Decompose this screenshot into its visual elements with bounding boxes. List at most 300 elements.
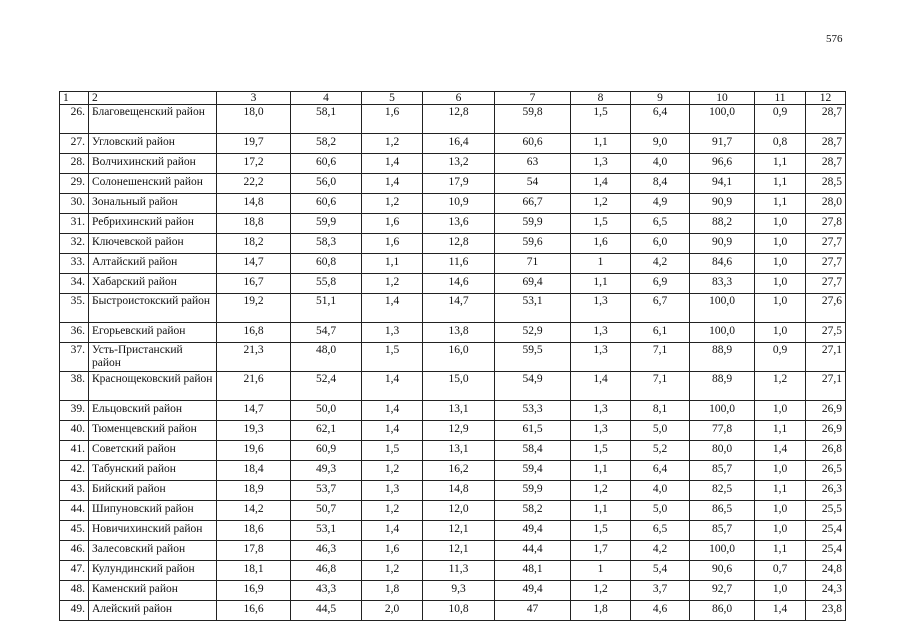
cell-col-9: 5,4 (631, 561, 690, 581)
cell-col-9: 5,2 (631, 441, 690, 461)
cell-col-8: 1,1 (571, 274, 631, 294)
cell-col-9: 6,1 (631, 323, 690, 343)
table-row (60, 581, 846, 601)
cell-col-4: 49,3 (291, 461, 362, 481)
cell-district-name: Шипуновский район (89, 501, 217, 521)
cell-col-3: 18,1 (217, 561, 291, 581)
cell-row-number: 37. (60, 343, 89, 372)
cell-col-8: 1,5 (571, 105, 631, 134)
cell-col-8: 1,2 (571, 581, 631, 601)
cell-col-12: 26,9 (806, 401, 846, 421)
cell-col-11: 0,7 (755, 561, 806, 581)
cell-col-5: 1,6 (362, 214, 423, 234)
cell-col-5: 1,6 (362, 234, 423, 254)
cell-col-10: 88,9 (690, 372, 755, 401)
cell-col-8: 1,3 (571, 154, 631, 174)
cell-col-4: 51,1 (291, 294, 362, 323)
cell-col-8: 1,8 (571, 601, 631, 621)
cell-col-6: 13,6 (423, 214, 495, 234)
cell-col-7: 54 (495, 174, 571, 194)
table-header-row (60, 92, 846, 105)
cell-district-name: Зональный район (89, 194, 217, 214)
cell-col-4: 60,6 (291, 154, 362, 174)
cell-col-4: 54,7 (291, 323, 362, 343)
cell-col-3: 19,7 (217, 134, 291, 154)
table-row (60, 294, 846, 323)
cell-col-11: 1,0 (755, 294, 806, 323)
cell-col-5: 1,4 (362, 174, 423, 194)
cell-col-5: 1,2 (362, 561, 423, 581)
cell-col-6: 13,1 (423, 401, 495, 421)
cell-col-9: 6,4 (631, 105, 690, 134)
cell-col-11: 1,4 (755, 441, 806, 461)
cell-col-10: 96,6 (690, 154, 755, 174)
cell-district-name: Кулундинский район (89, 561, 217, 581)
cell-row-number: 30. (60, 194, 89, 214)
cell-col-8: 1 (571, 561, 631, 581)
table-row (60, 421, 846, 441)
cell-col-10: 88,9 (690, 343, 755, 372)
cell-col-9: 4,2 (631, 254, 690, 274)
cell-col-5: 1,6 (362, 105, 423, 134)
cell-row-number: 44. (60, 501, 89, 521)
cell-col-3: 19,2 (217, 294, 291, 323)
cell-col-3: 14,8 (217, 194, 291, 214)
cell-col-5: 1,2 (362, 461, 423, 481)
cell-col-12: 25,4 (806, 541, 846, 561)
cell-col-4: 62,1 (291, 421, 362, 441)
cell-col-4: 53,1 (291, 521, 362, 541)
cell-col-8: 1,4 (571, 372, 631, 401)
cell-row-number: 40. (60, 421, 89, 441)
cell-col-6: 14,7 (423, 294, 495, 323)
cell-col-7: 61,5 (495, 421, 571, 441)
cell-row-number: 46. (60, 541, 89, 561)
cell-col-7: 59,5 (495, 343, 571, 372)
cell-col-11: 1,0 (755, 274, 806, 294)
cell-col-7: 44,4 (495, 541, 571, 561)
cell-col-7: 58,4 (495, 441, 571, 461)
header-cell-11: 11 (755, 92, 806, 105)
cell-district-name: Тюменцевский район (89, 421, 217, 441)
cell-col-11: 1,0 (755, 501, 806, 521)
cell-col-11: 1,4 (755, 601, 806, 621)
cell-col-12: 28,5 (806, 174, 846, 194)
cell-col-6: 16,0 (423, 343, 495, 372)
cell-district-name: Солонешенский район (89, 174, 217, 194)
cell-col-6: 12,1 (423, 521, 495, 541)
cell-row-number: 33. (60, 254, 89, 274)
cell-col-4: 58,3 (291, 234, 362, 254)
table-row (60, 481, 846, 501)
table-row (60, 441, 846, 461)
cell-col-8: 1,6 (571, 234, 631, 254)
cell-col-7: 58,2 (495, 501, 571, 521)
cell-district-name: Ельцовский район (89, 401, 217, 421)
cell-col-12: 27,1 (806, 343, 846, 372)
cell-col-4: 60,6 (291, 194, 362, 214)
table-row (60, 561, 846, 581)
cell-row-number: 32. (60, 234, 89, 254)
cell-col-8: 1,1 (571, 134, 631, 154)
cell-col-7: 69,4 (495, 274, 571, 294)
cell-col-11: 1,2 (755, 372, 806, 401)
cell-col-6: 10,9 (423, 194, 495, 214)
cell-row-number: 49. (60, 601, 89, 621)
table-row (60, 601, 846, 621)
cell-col-7: 59,9 (495, 481, 571, 501)
cell-col-9: 4,0 (631, 154, 690, 174)
cell-col-9: 6,5 (631, 521, 690, 541)
cell-col-5: 1,1 (362, 254, 423, 274)
cell-col-6: 12,8 (423, 105, 495, 134)
cell-row-number: 31. (60, 214, 89, 234)
cell-col-5: 1,5 (362, 343, 423, 372)
cell-col-12: 26,5 (806, 461, 846, 481)
cell-col-12: 28,7 (806, 134, 846, 154)
cell-col-6: 17,9 (423, 174, 495, 194)
cell-col-9: 6,5 (631, 214, 690, 234)
cell-col-5: 1,4 (362, 421, 423, 441)
cell-col-7: 59,6 (495, 234, 571, 254)
statistics-table (59, 91, 846, 621)
cell-row-number: 26. (60, 105, 89, 134)
table-row (60, 521, 846, 541)
table-row (60, 401, 846, 421)
cell-col-4: 50,0 (291, 401, 362, 421)
cell-col-11: 1,1 (755, 541, 806, 561)
cell-col-4: 55,8 (291, 274, 362, 294)
cell-col-10: 88,2 (690, 214, 755, 234)
cell-col-8: 1,3 (571, 401, 631, 421)
cell-col-8: 1,5 (571, 441, 631, 461)
cell-col-6: 9,3 (423, 581, 495, 601)
cell-col-11: 0,8 (755, 134, 806, 154)
cell-col-5: 1,4 (362, 372, 423, 401)
cell-col-4: 58,1 (291, 105, 362, 134)
cell-col-3: 21,3 (217, 343, 291, 372)
cell-col-9: 6,4 (631, 461, 690, 481)
cell-col-12: 25,4 (806, 521, 846, 541)
table-row (60, 105, 846, 134)
cell-col-5: 1,3 (362, 481, 423, 501)
cell-district-name: Алтайский район (89, 254, 217, 274)
cell-col-7: 59,4 (495, 461, 571, 481)
cell-district-name: Краснощековский район (89, 372, 217, 401)
cell-col-3: 14,7 (217, 401, 291, 421)
cell-col-12: 27,7 (806, 234, 846, 254)
cell-col-10: 80,0 (690, 441, 755, 461)
cell-col-5: 1,5 (362, 441, 423, 461)
table-row (60, 461, 846, 481)
table-row (60, 154, 846, 174)
cell-col-9: 8,4 (631, 174, 690, 194)
cell-col-12: 28,7 (806, 154, 846, 174)
cell-col-8: 1,2 (571, 194, 631, 214)
cell-col-12: 26,9 (806, 421, 846, 441)
cell-col-3: 16,7 (217, 274, 291, 294)
table-row (60, 323, 846, 343)
cell-col-10: 100,0 (690, 105, 755, 134)
cell-col-12: 27,6 (806, 294, 846, 323)
cell-col-10: 90,6 (690, 561, 755, 581)
cell-col-10: 100,0 (690, 541, 755, 561)
cell-col-4: 53,7 (291, 481, 362, 501)
cell-col-10: 86,0 (690, 601, 755, 621)
table-row (60, 134, 846, 154)
cell-col-12: 26,3 (806, 481, 846, 501)
cell-col-6: 13,1 (423, 441, 495, 461)
cell-col-7: 47 (495, 601, 571, 621)
cell-col-3: 16,6 (217, 601, 291, 621)
cell-col-6: 14,8 (423, 481, 495, 501)
cell-col-10: 92,7 (690, 581, 755, 601)
cell-row-number: 29. (60, 174, 89, 194)
cell-col-9: 4,6 (631, 601, 690, 621)
cell-col-10: 82,5 (690, 481, 755, 501)
cell-col-11: 1,0 (755, 401, 806, 421)
cell-col-9: 6,7 (631, 294, 690, 323)
cell-col-4: 43,3 (291, 581, 362, 601)
cell-col-6: 16,2 (423, 461, 495, 481)
cell-col-5: 1,4 (362, 521, 423, 541)
cell-row-number: 28. (60, 154, 89, 174)
cell-col-10: 85,7 (690, 461, 755, 481)
cell-col-10: 90,9 (690, 234, 755, 254)
cell-row-number: 35. (60, 294, 89, 323)
cell-col-9: 7,1 (631, 372, 690, 401)
cell-col-12: 27,8 (806, 214, 846, 234)
cell-col-4: 59,9 (291, 214, 362, 234)
cell-col-3: 14,2 (217, 501, 291, 521)
cell-row-number: 27. (60, 134, 89, 154)
cell-col-3: 17,2 (217, 154, 291, 174)
cell-col-7: 59,9 (495, 214, 571, 234)
cell-col-10: 83,3 (690, 274, 755, 294)
cell-col-10: 100,0 (690, 401, 755, 421)
cell-col-4: 60,8 (291, 254, 362, 274)
cell-district-name: Усть-Пристанский район (89, 343, 217, 372)
cell-col-4: 44,5 (291, 601, 362, 621)
cell-col-9: 4,0 (631, 481, 690, 501)
cell-row-number: 34. (60, 274, 89, 294)
cell-col-7: 52,9 (495, 323, 571, 343)
cell-col-12: 24,8 (806, 561, 846, 581)
cell-district-name: Табунский район (89, 461, 217, 481)
cell-col-12: 23,8 (806, 601, 846, 621)
cell-col-5: 1,2 (362, 274, 423, 294)
cell-col-11: 1,0 (755, 521, 806, 541)
cell-col-8: 1,2 (571, 481, 631, 501)
header-cell-10: 10 (690, 92, 755, 105)
cell-col-7: 59,8 (495, 105, 571, 134)
cell-col-7: 49,4 (495, 581, 571, 601)
cell-col-6: 13,8 (423, 323, 495, 343)
header-cell-1: 1 (60, 92, 89, 105)
cell-col-5: 1,4 (362, 294, 423, 323)
cell-col-3: 14,7 (217, 254, 291, 274)
cell-district-name: Ключевской район (89, 234, 217, 254)
cell-col-12: 27,1 (806, 372, 846, 401)
cell-district-name: Алейский район (89, 601, 217, 621)
cell-col-7: 60,6 (495, 134, 571, 154)
cell-col-6: 12,8 (423, 234, 495, 254)
cell-col-9: 6,0 (631, 234, 690, 254)
cell-row-number: 45. (60, 521, 89, 541)
table-row (60, 274, 846, 294)
cell-col-6: 13,2 (423, 154, 495, 174)
cell-col-3: 21,6 (217, 372, 291, 401)
cell-col-9: 7,1 (631, 343, 690, 372)
cell-col-6: 12,1 (423, 541, 495, 561)
page-number: 576 (826, 33, 843, 45)
cell-col-11: 1,1 (755, 154, 806, 174)
cell-col-12: 24,3 (806, 581, 846, 601)
cell-col-8: 1,3 (571, 323, 631, 343)
cell-col-5: 1,6 (362, 541, 423, 561)
cell-col-5: 1,3 (362, 323, 423, 343)
cell-col-7: 54,9 (495, 372, 571, 401)
cell-row-number: 38. (60, 372, 89, 401)
cell-col-8: 1,7 (571, 541, 631, 561)
cell-row-number: 42. (60, 461, 89, 481)
table-row (60, 174, 846, 194)
cell-row-number: 43. (60, 481, 89, 501)
header-cell-3: 3 (217, 92, 291, 105)
cell-col-7: 66,7 (495, 194, 571, 214)
cell-col-11: 1,0 (755, 323, 806, 343)
cell-col-3: 17,8 (217, 541, 291, 561)
cell-district-name: Залесовский район (89, 541, 217, 561)
cell-district-name: Благовещенский район (89, 105, 217, 134)
cell-col-9: 3,7 (631, 581, 690, 601)
cell-col-3: 18,0 (217, 105, 291, 134)
cell-col-10: 100,0 (690, 294, 755, 323)
cell-district-name: Егорьевский район (89, 323, 217, 343)
cell-col-5: 1,2 (362, 134, 423, 154)
cell-district-name: Советский район (89, 441, 217, 461)
header-cell-8: 8 (571, 92, 631, 105)
header-cell-2: 2 (89, 92, 217, 105)
cell-col-6: 12,9 (423, 421, 495, 441)
cell-col-3: 18,2 (217, 234, 291, 254)
cell-col-3: 18,9 (217, 481, 291, 501)
cell-col-11: 1,0 (755, 234, 806, 254)
cell-col-8: 1,1 (571, 501, 631, 521)
cell-col-10: 94,1 (690, 174, 755, 194)
cell-col-8: 1,3 (571, 343, 631, 372)
cell-col-9: 8,1 (631, 401, 690, 421)
cell-col-10: 77,8 (690, 421, 755, 441)
header-cell-4: 4 (291, 92, 362, 105)
cell-col-11: 1,0 (755, 254, 806, 274)
cell-col-3: 19,6 (217, 441, 291, 461)
table-row (60, 501, 846, 521)
cell-col-6: 14,6 (423, 274, 495, 294)
cell-col-6: 11,6 (423, 254, 495, 274)
cell-col-4: 52,4 (291, 372, 362, 401)
cell-district-name: Волчихинский район (89, 154, 217, 174)
cell-col-12: 27,5 (806, 323, 846, 343)
cell-col-10: 85,7 (690, 521, 755, 541)
cell-district-name: Ребрихинский район (89, 214, 217, 234)
cell-col-10: 86,5 (690, 501, 755, 521)
header-cell-7: 7 (495, 92, 571, 105)
table-row (60, 214, 846, 234)
cell-row-number: 41. (60, 441, 89, 461)
cell-col-12: 28,7 (806, 105, 846, 134)
cell-col-3: 22,2 (217, 174, 291, 194)
cell-col-5: 1,4 (362, 154, 423, 174)
cell-col-6: 10,8 (423, 601, 495, 621)
cell-row-number: 48. (60, 581, 89, 601)
cell-col-10: 90,9 (690, 194, 755, 214)
cell-col-4: 58,2 (291, 134, 362, 154)
cell-col-5: 1,4 (362, 401, 423, 421)
cell-col-9: 6,9 (631, 274, 690, 294)
cell-district-name: Новичихинский район (89, 521, 217, 541)
cell-col-7: 49,4 (495, 521, 571, 541)
cell-row-number: 36. (60, 323, 89, 343)
cell-col-6: 16,4 (423, 134, 495, 154)
table-row (60, 541, 846, 561)
cell-col-4: 50,7 (291, 501, 362, 521)
cell-col-11: 1,0 (755, 581, 806, 601)
cell-col-10: 100,0 (690, 323, 755, 343)
cell-row-number: 47. (60, 561, 89, 581)
cell-row-number: 39. (60, 401, 89, 421)
cell-col-3: 16,9 (217, 581, 291, 601)
header-cell-5: 5 (362, 92, 423, 105)
cell-col-7: 53,1 (495, 294, 571, 323)
cell-col-3: 16,8 (217, 323, 291, 343)
cell-col-6: 15,0 (423, 372, 495, 401)
cell-district-name: Быстроистокский район (89, 294, 217, 323)
table-row (60, 343, 846, 372)
cell-col-8: 1,3 (571, 421, 631, 441)
cell-col-3: 18,4 (217, 461, 291, 481)
table-row (60, 194, 846, 214)
cell-col-4: 46,3 (291, 541, 362, 561)
cell-col-3: 18,8 (217, 214, 291, 234)
cell-col-9: 5,0 (631, 421, 690, 441)
cell-col-11: 0,9 (755, 105, 806, 134)
table-body (60, 92, 846, 621)
cell-col-12: 27,7 (806, 274, 846, 294)
cell-col-6: 11,3 (423, 561, 495, 581)
cell-district-name: Угловский район (89, 134, 217, 154)
cell-col-8: 1,3 (571, 294, 631, 323)
cell-col-11: 1,0 (755, 214, 806, 234)
cell-col-10: 84,6 (690, 254, 755, 274)
header-cell-9: 9 (631, 92, 690, 105)
table-row (60, 234, 846, 254)
cell-col-7: 71 (495, 254, 571, 274)
cell-col-4: 60,9 (291, 441, 362, 461)
table-row (60, 254, 846, 274)
cell-col-4: 46,8 (291, 561, 362, 581)
cell-col-11: 1,1 (755, 481, 806, 501)
cell-district-name: Хабарский район (89, 274, 217, 294)
cell-col-7: 48,1 (495, 561, 571, 581)
cell-col-4: 48,0 (291, 343, 362, 372)
cell-col-8: 1,1 (571, 461, 631, 481)
cell-col-7: 53,3 (495, 401, 571, 421)
cell-col-9: 4,9 (631, 194, 690, 214)
cell-col-3: 19,3 (217, 421, 291, 441)
cell-col-9: 5,0 (631, 501, 690, 521)
cell-col-5: 1,2 (362, 194, 423, 214)
